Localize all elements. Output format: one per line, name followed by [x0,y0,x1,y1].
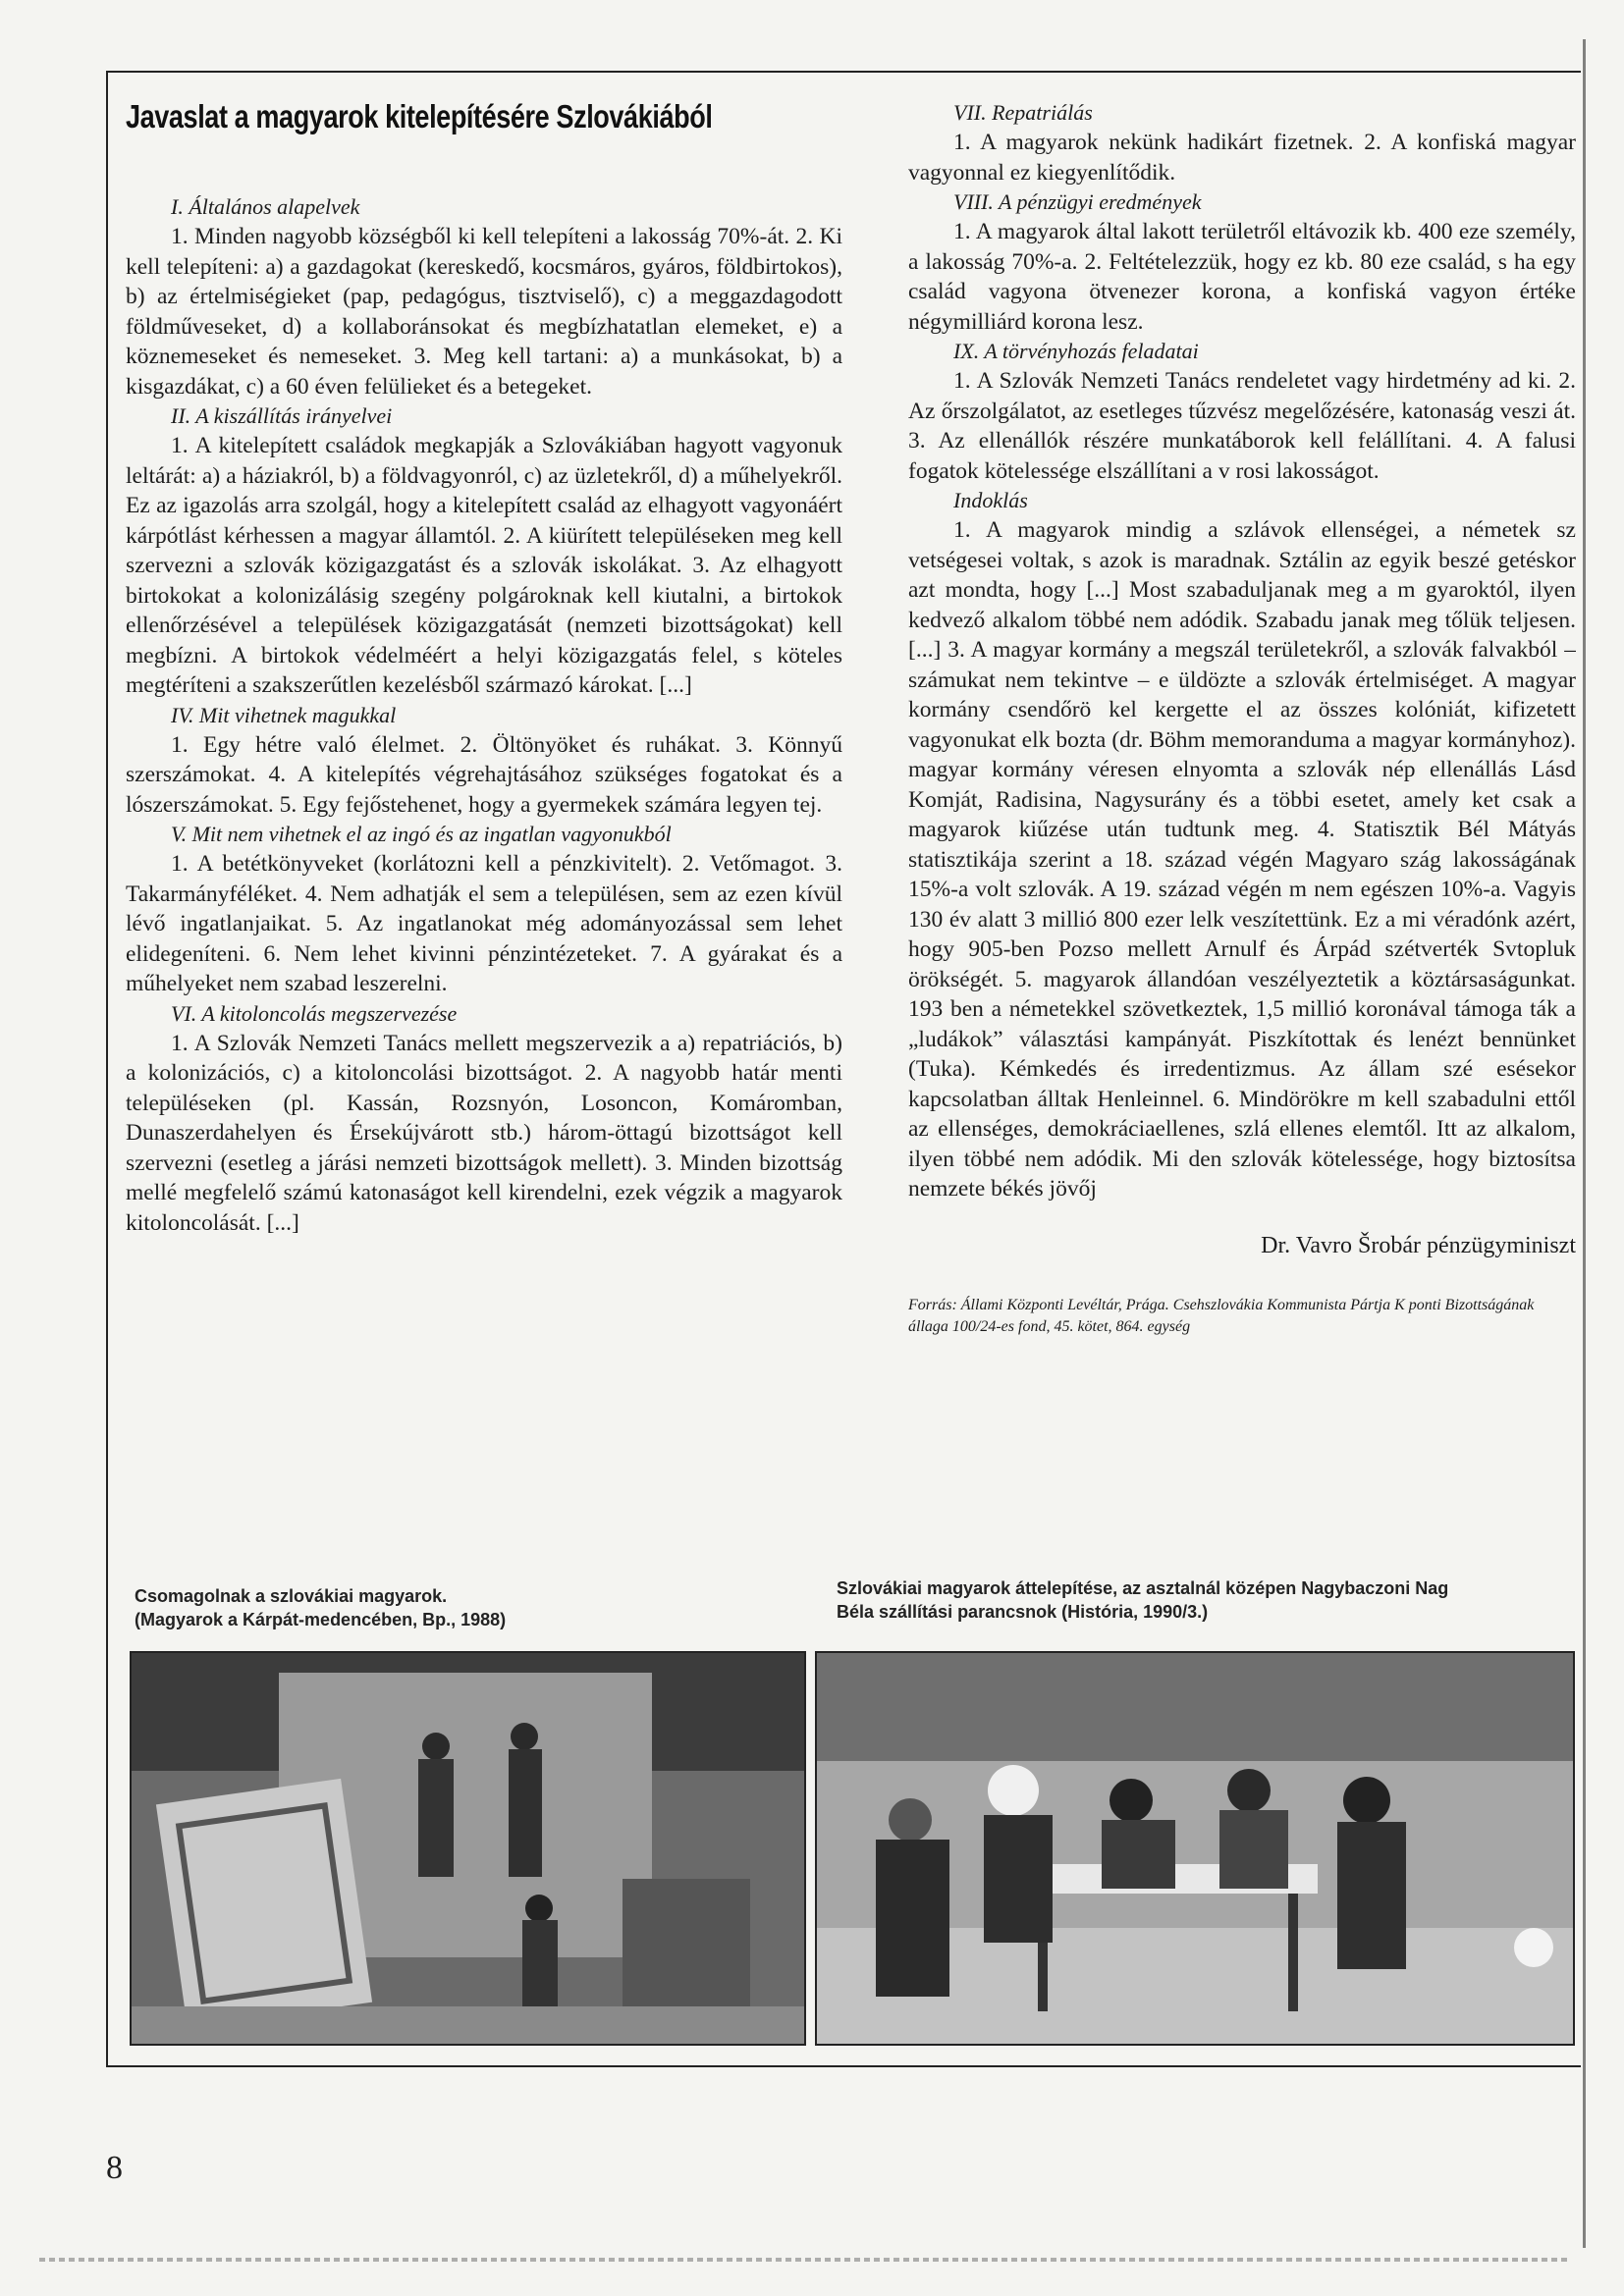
body-paragraph: 1. A magyarok nekünk hadikárt fizetnek. 2. A konfiská magyar vagyonnal ez kiegyenlítődik. [908,130,1576,186]
body-paragraph: 1. A betétkönyveket (korlátozni kell a pénzkivitelt). 2. Vetőmagot. 3. Takarmányféléket. 4. Nem adhatják el sem a településen, sem az ezen kívül lévő ingatlanjaikat. 5. Az ingatlanokat még adományozással sem lehet elidegeníteni. 6. Nem lehet kivinni pénzintézeteket. 7. A gyárakat és a műhelyeket nem szabad leszerelni. [126,851,842,996]
source-note: Forrás: Állami Központi Levéltár, Prága. Csehszlovákia Kommunista Pártja K ponti Bizottságának állaga 100/24-es fond, 45. kötet, 864. egység [908,1296,1535,1335]
body-paragraph: 1. A Szlovák Nemzeti Tanács mellett megszervezik a a) repatriációs, b) a kolonizációs, c) a kitoloncolási bizottságot. 2. A nagyobb határ menti településeken (pl. Kassán, Rozsnyón, Losoncon, Komáromban, Dunaszerdahelyen és Érsekújvárott stb.) három-öttagú bizottságot kell szervezni (esetleg a járási nemzeti bizottságok mellett). 3. Minden bizottság mellé megfelelő számú katonaságot kell kirendelni, ezek végzik a magyarok kitoloncolását. [...] [126,1030,842,1236]
section-heading: VIII. A pénzügyi eredmények [953,189,1202,214]
left-column [126,98,842,1238]
scan-edge [1583,39,1586,2248]
body-paragraph: 1. A Szlovák Nemzeti Tanács rendeletet vagy hirdetmény ad ki. 2. Az őrszolgálatot, az esetleges tűzvész megelőzésére, katonaság veszi át. 3. Az ellenállók részére munkatáborok kell felállítani. 4. A falusi fogatok kötelessége elszállítani a v rosi lakosságot. [908,368,1576,484]
caption-line: (Magyarok a Kárpát-medencében, Bp., 1988) [135,1610,507,1629]
right-column [908,98,1576,1338]
caption-line: Csomagolnak a szlovákiai magyarok. [135,1586,448,1606]
section-heading: VII. Repatriálás [953,100,1093,125]
section-heading: IX. A törvényhozás feladatai [953,339,1199,363]
section-heading: V. Mit nem vihetnek el az ingó és az ingatlan vagyonukból [171,822,672,846]
photo-table-scene [815,1651,1575,2046]
caption-line: Béla szállítási parancsnok (História, 1990/3.) [837,1602,1209,1622]
section-heading: Indoklás [953,488,1028,512]
caption-line: Szlovákiai magyarok áttelepítése, az asztalnál középen Nagybaczoni Nag [837,1578,1449,1598]
section-heading: I. Általános alapelvek [171,194,360,219]
page-number: 8 [106,2150,123,2186]
right-column-body [908,98,1576,1204]
photo-table-scene-image [817,1653,1573,2044]
photo-caption-right [837,1576,1583,1624]
body-paragraph: 1. Minden nagyobb községből ki kell telepíteni a lakosság 70%-át. 2. Ki kell telepíteni: a) a gazdagokat (kereskedő, kocsmáros, gyáros, földbirtokos), b) az értelmiségieket (pap, pedagógus, tisztviselő), c) a meggazdagodott földműveseket, d) a kollaboránsokat és megbízhatatlan elemeket, e) a köznemeseket és nemeseket. 3. Meg kell tartani: a) a munkásokat, b) a kisgazdákat, c) a 60 éven felülieket és a betegeket. [126,224,842,400]
signature: Dr. Vavro Šrobár pénzügyminiszt [1261,1232,1576,1258]
section-heading: VI. A kitoloncolás megszervezése [171,1000,458,1026]
photo-packing-truck-image [132,1653,804,2044]
scan-artifact [39,2258,1571,2262]
photo-caption-left [135,1584,724,1631]
article-headline: Javaslat a magyarok kitelepítésére Szlovákiából [126,98,713,134]
body-paragraph: 1. A magyarok mindig a szlávok ellenségei, a németek sz vetségesei voltak, s azok is maradnak. Sztálin az egyik beszé getéskor azt mondta, hogy [...] Most szabaduljanak meg a m gyaroktól, ilyen kedvező alkalom többé nem adódik. Szabadu janak meg tőlük teljesen. [...] 3. A magyar kormány a megszál területekről, a szlovák falvakból – számukat nem tekintve – e üldözte a szlovák értelmiséget. A magyar kormány csendőrö kel kergette el az összes kolóniát, kifizetett vagyonukat elk bozta (dr. Böhm memoranduma a magyar kormányhoz). magyar kormány véresen elnyomta a szlovák nép ellenállás Lásd Komját, Radisina, Nagysurány és a többi esetet, amely ket csak a magyarok kiűzése után tudtunk meg. 4. Statisztik Bél Mátyás statisztikája szerint a 18. század végén Magyaro szág lakosságának 15%-a volt szlovák. A 19. század végén m nem egészen 10%-a. Vagyis 130 év alatt 3 millió 800 ezer lelk veszítettünk. Ez a mi véradónk azért, hogy 905-ben Pozso mellett Arnulf és Árpád szétverték Svtopluk örökségét. 5. magyarok állandóan veszélyeztetik a köztársaságunkat. 193 ben a németekkel szövetkeztek, 1,5 millió koronával támoga ták a „ludákok” választási kampányát. Piszkítottak és lenézt bennünket (Tuka). Kémkedés és irredentizmus. Az állam szé esésekor kapcsolatban álltak Henleinnel. 6. Mindörökre m kell szabadulni ettől az ellenséges, demokráciaellenes, szlá ellenes elemtől. Itt az alkalom, ilyen többé nem adódik. Mi den szlovák kötelessége, hogy biztosítsa nemzete békés jövőj [908,517,1576,1201]
left-column-body [126,192,842,1238]
section-heading: IV. Mit vihetnek magukkal [171,702,397,727]
body-paragraph: 1. Egy hétre való élelmet. 2. Öltönyöket és ruhákat. 3. Könnyű szerszámokat. 4. A kitelepítés végrehajtásához szükséges fogatokat és a lószerszámokat. 5. Egy fejőstehenet, hogy a gyermekek számára legyen tej. [126,731,842,818]
photo-packing-truck [130,1651,806,2046]
body-paragraph: 1. A magyarok által lakott területről eltávozik kb. 400 eze személy, a lakosság 70%-a. 2. Feltételezzük, hogy ez kb. 80 eze család, s ha egy család vagyona ötvenezer korona, a konfiská vagyon értéke négymilliárd korona lesz. [908,219,1576,335]
body-paragraph: 1. A kitelepített családok megkapják a Szlovákiában hagyott vagyonuk leltárát: a) a háziakról, b) a földvagyonról, c) az üzletekről, d) a műhelyekről. Ez az igazolás arra szolgál, hogy a kitelepített család az elhagyott vagyonáért kárpótlást kérhessen a magyar államtól. 2. A kiürített településeken meg kell szervezni a szlovák közigazgatást és a szlovák iskolákat. 3. Az elhagyott birtokokat a kolonizálásig szegény polgároknak kell kiutalni, a birtokok ellenőrzésével a települések közigazgatását (nemzeti bizottságokat) kell megbízni. A birtokok védelméért a helyi közigazgatás felel, s köteles megtéríteni a szakszerűtlen kezelésből származó károkat. [...] [126,433,842,698]
section-heading: II. A kiszállítás irányelvei [171,403,393,428]
